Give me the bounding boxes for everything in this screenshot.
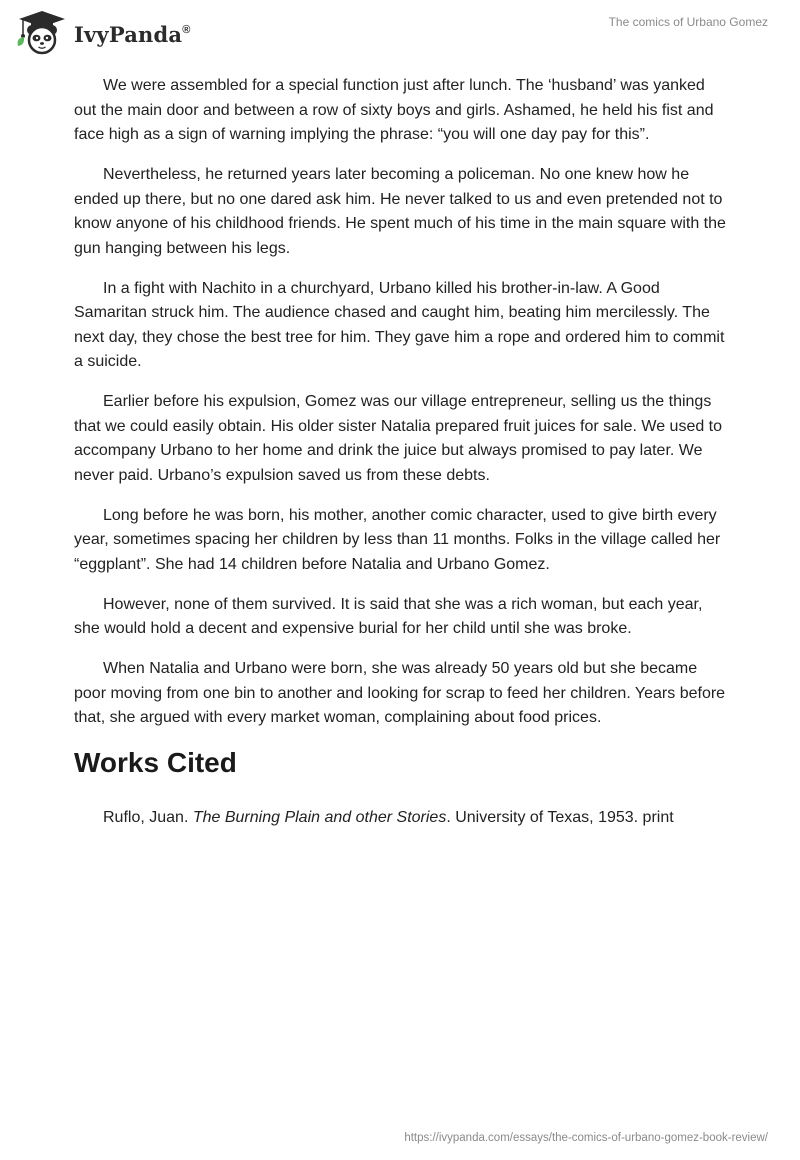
source-url[interactable]: https://ivypanda.com/essays/the-comics-of-urbano-gomez-book-review/ [404,1132,768,1144]
document-title: The comics of Urbano Gomez [608,15,768,29]
brand-logo[interactable] [14,8,191,56]
panda-graduate-logo-icon [14,8,70,56]
citation-title: The Burning Plain and other Stories [192,809,447,826]
paragraph: Nevertheless, he returned years later becoming a policeman. No one knew how he ended up there, but no one dared ask him. He never talked to us and even pretended not to know anyone of his childhood friends. He spent much of his time in the main square with the gun hanging between his legs. [74,166,726,257]
paragraph: However, none of them survived. It is said that she was a rich woman, but each year, she would hold a decent and expensive burial for her child until she was broke. [74,595,703,637]
brand-name: IvyPanda® [74,21,191,47]
article-body [74,74,726,830]
paragraph: Long before he was born, his mother, another comic character, used to give birth every year, sometimes spacing her children by less than 11 months. Folks in the village called her “eggplant”. She had 14 children before Natalia and Urbano Gomez. [74,506,721,573]
citation-details: . University of Texas, 1953. print [446,809,674,826]
page-header [0,0,800,60]
citation-author: Ruflo, Juan. [103,809,193,826]
paragraph: We were assembled for a special function just after lunch. The ‘husband’ was yanked out the main door and between a row of sixty boys and girls. Ashamed, he held his fist and face high as a sign of warning implying the phrase: “you will one day pay for this”. [74,77,714,143]
citation-entry [74,806,726,830]
registered-mark: ® [182,23,191,36]
paragraph: When Natalia and Urbano were born, she was already 50 years old but she became poor moving from one bin to another and looking for scrap to feed her children. Years before that, she argued with every market woman, complaining about food prices. [74,660,726,726]
paragraph: Earlier before his expulsion, Gomez was our village entrepreneur, selling us the things that we could easily obtain. His older sister Natalia prepared fruit juices for sale. We used to accompany Urbano to her home and drink the juice but always promised to pay later. We never paid. Urbano’s expulsion saved us from these debts. [74,393,723,484]
works-cited-heading: Works Cited [74,747,237,778]
paragraph: In a fight with Nachito in a churchyard, Urbano killed his brother-in-law. A Good Samaritan struck him. The audience chased and caught him, beating him mercilessly. The next day, they chose the best tree for him. They gave him a rope and ordered him to commit a suicide. [74,279,725,370]
